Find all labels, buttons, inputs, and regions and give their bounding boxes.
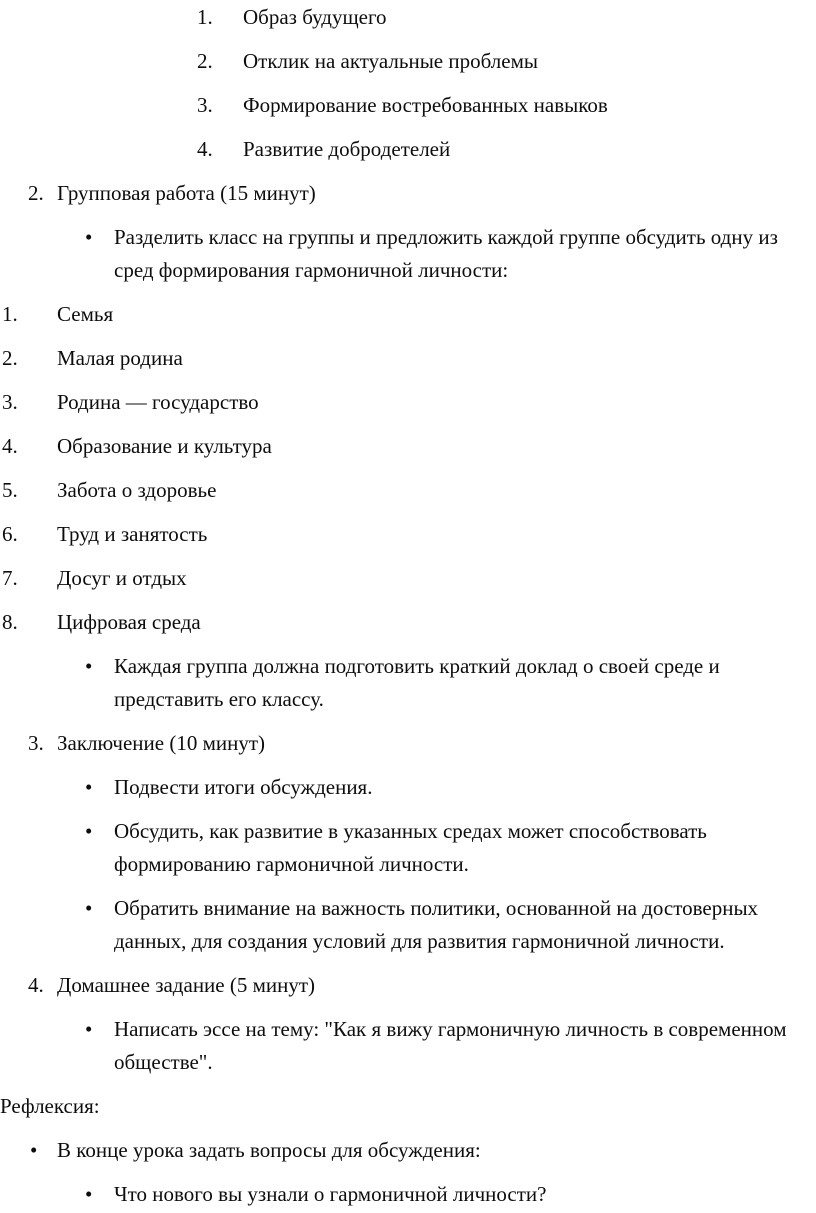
bullet-icon: • (85, 819, 93, 843)
environment-item (0, 606, 816, 639)
reflection-question (0, 1178, 816, 1211)
list-number: 3. (2, 390, 18, 414)
list-item-text: Обсудить, как развитие в указанных средах может способствовать формированию гармоничной личности. (114, 819, 707, 876)
paragraph-text: Рефлексия: (0, 1094, 100, 1118)
list-item-text: Заключение (10 минут) (57, 731, 266, 755)
lesson-stage-item (0, 969, 816, 1002)
bullet-icon: • (85, 1182, 93, 1206)
environment-item (0, 518, 816, 551)
bullet-icon: • (30, 1138, 38, 1162)
bullet-icon: • (85, 225, 93, 249)
lesson-direction-item (0, 45, 816, 78)
list-number: 2. (2, 346, 18, 370)
list-item-text: Малая родина (57, 346, 183, 370)
bullet-icon: • (85, 896, 93, 920)
list-number: 4. (197, 137, 213, 161)
list-item-text: Подвести итоги обсуждения. (114, 775, 373, 799)
list-item-text: В конце урока задать вопросы для обсуждения: (57, 1138, 481, 1162)
list-item-text: Что нового вы узнали о гармоничной личности? (114, 1182, 547, 1206)
lesson-stage-item (0, 177, 816, 210)
environment-item (0, 386, 816, 419)
list-item-text: Формирование востребованных навыков (243, 93, 608, 117)
list-item-text: Каждая группа должна подготовить краткий доклад о своей среде и представить его классу. (114, 654, 720, 711)
instruction-bullet (0, 815, 816, 881)
list-item-text: Досуг и отдых (57, 566, 187, 590)
list-item-text: Труд и занятость (57, 522, 208, 546)
environment-item (0, 342, 816, 375)
list-item-text: Образ будущего (243, 5, 387, 29)
environment-item (0, 430, 816, 463)
lesson-direction-item (0, 133, 816, 166)
lesson-stage-item (0, 727, 816, 760)
instruction-bullet (0, 771, 816, 804)
reflection-heading (0, 1090, 816, 1123)
bullet-icon: • (85, 654, 93, 678)
list-item-text: Групповая работа (15 минут) (57, 181, 316, 205)
environment-item (0, 298, 816, 331)
homework-bullet (0, 1013, 816, 1079)
lesson-direction-item (0, 89, 816, 122)
list-number: 3. (197, 93, 213, 117)
bullet-icon: • (85, 1017, 93, 1041)
list-number: 8. (2, 610, 18, 634)
list-number: 5. (2, 478, 18, 502)
list-item-text: Отклик на актуальные проблемы (243, 49, 538, 73)
list-item-text: Образование и культура (57, 434, 272, 458)
bullet-icon: • (85, 775, 93, 799)
list-number: 3. (28, 731, 44, 755)
list-item-text: Разделить класс на группы и предложить каждой группе обсудить одну из сред формирования гармоничной личности: (114, 225, 778, 282)
list-number: 2. (28, 181, 44, 205)
reflection-bullet (0, 1134, 816, 1167)
lesson-direction-item (0, 1, 816, 34)
environment-item (0, 474, 816, 507)
list-number: 7. (2, 566, 18, 590)
instruction-bullet (0, 892, 816, 958)
instruction-bullet (0, 221, 816, 287)
list-item-text: Родина — государство (57, 390, 259, 414)
list-number: 1. (2, 302, 18, 326)
list-number: 2. (197, 49, 213, 73)
list-item-text: Домашнее задание (5 минут) (57, 973, 316, 997)
list-number: 1. (197, 5, 213, 29)
list-item-text: Развитие добродетелей (243, 137, 451, 161)
list-item-text: Забота о здоровье (57, 478, 217, 502)
list-number: 4. (28, 973, 44, 997)
environment-item (0, 562, 816, 595)
instruction-bullet (0, 650, 816, 716)
list-item-text: Написать эссе на тему: "Как я вижу гармоничную личность в современном обществе". (114, 1017, 787, 1074)
list-item-text: Обратить внимание на важность политики, основанной на достоверных данных, для создания условий для развития гармоничной личности. (114, 896, 759, 953)
list-number: 6. (2, 522, 18, 546)
list-item-text: Семья (57, 302, 114, 326)
list-number: 4. (2, 434, 18, 458)
list-item-text: Цифровая среда (57, 610, 201, 634)
